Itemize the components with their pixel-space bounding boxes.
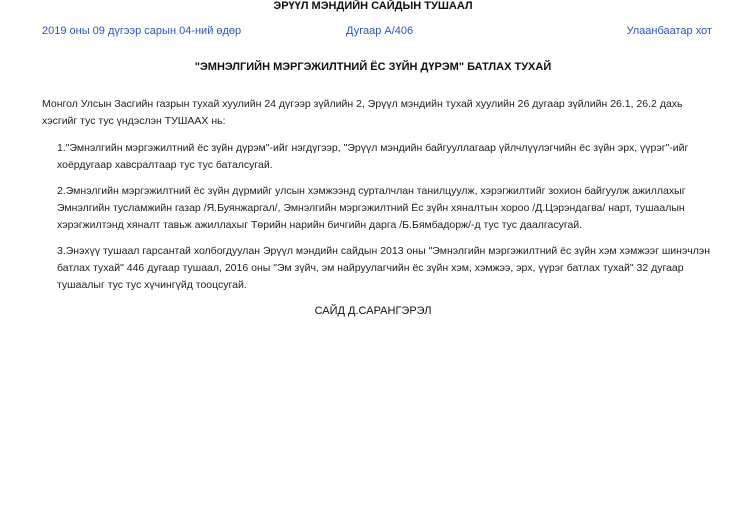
decree-intro: Монгол Улсын Засгийн газрын тухай хуулийн 24 дүгээр зүйлийн 2, Эрүүл мэндийн тухай хуулийн 26 дугаар зүйлийн 26.1, 26.2 дахь хэсгийг тус тус үндэслэн ТУШААХ нь: — [42, 98, 683, 127]
ministry-heading: ЭРҮҮЛ МЭНДИЙН САЙДЫН ТУШААЛ — [273, 0, 473, 12]
minister-signature: САЙД Д.САРАНГЭРЭЛ — [314, 305, 432, 317]
decree-clause-1: 1."Эмнэлгийн мэргэжилтний ёс зүйн дүрэм"-ийг нэгдүгээр, "Эрүүл мэндийн байгууллагаар үйлчлүүлэгчийн ёс зүйн эрх, үүрэг"-ийг хоёрдугаар хавсралтаар тус тус баталсугай. — [57, 142, 689, 171]
decree-clause-3: 3.Энэхүү тушаал гарсантай холбогдуулан Эрүүл мэндийн сайдын 2013 оны "Эмнэлгийн мэргэжилтний ёс зүйн хэм хэмжээг шинэчлэн батлах тухай" 446 дугаар тушаал, 2016 оны "Эм зүйч, эм найруулагчийн ёс зүйн хэм, хэмжээ, эрх, үүрэг батлах тухай" 32 дугаар тушаалыг тус тус хүчингүйд тооцсугай. — [57, 245, 711, 291]
decree-meta-row — [42, 25, 712, 41]
decree-clause-2: 2.Эмнэлгийн мэргэжилтний ёс зүйн дүрмийг улсын хэмжээнд сурталчлан танилцуулж, хэрэгжилтийг зохион байгуулж ажиллахыг Эмнэлгийн тусламжийн газар /Я.Буянжаргал/, Эмнэлгийн мэргэжилтний Ёс зүйн хяналтын хороо /Д.Цэрэндагва/ нарт, тушаалын хэрэгжилтэнд хяналт тавьж ажиллахыг Төрийн нарийн бичгийн дарга /Б.Бямбадорж/-д тус тус даалгасугай. — [57, 185, 686, 231]
decree-date: 2019 оны 09 дүгээр сарын 04-ний өдөр — [42, 25, 242, 37]
decree-title: "ЭМНЭЛГИЙН МЭРГЭЖИЛТНИЙ ЁС ЗҮЙН ДҮРЭМ" БАТЛАХ ТУХАЙ — [194, 61, 552, 73]
decree-place: Улаанбаатар хот — [626, 25, 712, 37]
decree-number: Дугаар А/406 — [346, 25, 414, 37]
